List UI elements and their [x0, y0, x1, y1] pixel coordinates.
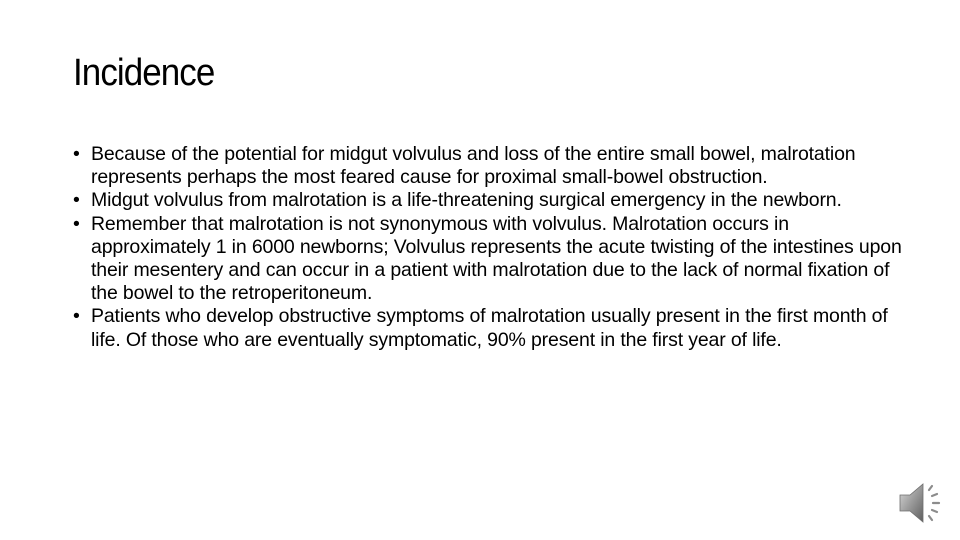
bullet-marker: • — [73, 212, 80, 235]
bullet-text: Midgut volvulus from malrotation is a life-threatening surgical emergency in the newborn. — [91, 189, 842, 212]
bullet-text: Remember that malrotation is not synonymous with volvulus. Malrotation occurs in approximately 1 in 6000 newborns; Volvulus represents the acute twisting of the intestines upon their mesentery and can occur in a patient with malrotation due to the lack of normal fixation of the bowel to the retroperitoneum. — [91, 212, 902, 305]
speaker-icon[interactable] — [896, 478, 948, 528]
bullet-item — [73, 305, 903, 351]
bullet-item — [73, 189, 903, 212]
bullet-text: Because of the potential for midgut volvulus and loss of the entire small bowel, malrotation represents perhaps the most feared cause for proximal small-bowel obstruction. — [91, 143, 856, 189]
speaker-icon-graphic — [896, 478, 948, 528]
slide-title: Incidence — [73, 52, 215, 94]
bullet-marker: • — [73, 143, 80, 165]
bullet-item — [73, 213, 903, 306]
bullet-marker: • — [73, 189, 80, 212]
bullet-list — [73, 143, 903, 352]
bullet-item — [73, 143, 903, 189]
bullet-marker: • — [73, 305, 80, 328]
bullet-text: Patients who develop obstructive symptoms of malrotation usually present in the first month of life. Of those who are eventually symptomatic, 90% present in the first year of life. — [91, 305, 888, 351]
